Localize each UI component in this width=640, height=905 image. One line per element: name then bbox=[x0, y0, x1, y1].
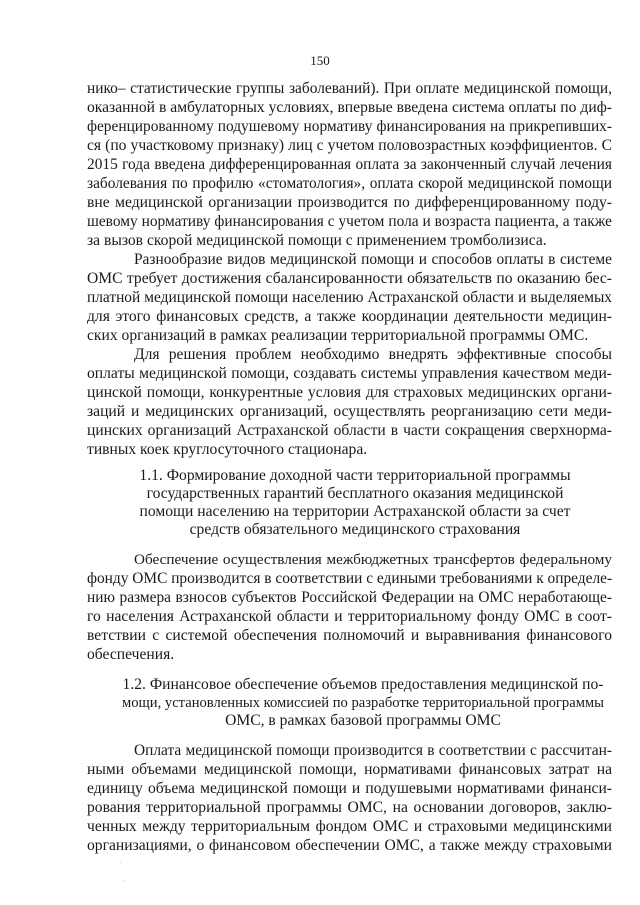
text-line: цинской помощи, конкурентные условия для страховых медицинских органи- bbox=[87, 384, 612, 401]
text-line: ОМС требует достижения сбалансированности обязательств по оказанию бес- bbox=[87, 270, 612, 287]
section-heading-1-1 bbox=[120, 467, 590, 539]
scan-speck bbox=[120, 862, 121, 863]
text-line: цинских организаций Астраханской области в части сокращения сверхнорма- bbox=[87, 422, 612, 439]
text-line: ференцированному подушевому нормативу финансирования на прикрепивших- bbox=[87, 118, 612, 135]
heading-line: государственных гарантий бесплатного оказания медицинской bbox=[146, 485, 564, 502]
heading-line: ОМС, в рамках базовой программы ОМС bbox=[225, 712, 501, 729]
page-number: 150 bbox=[310, 53, 330, 68]
scan-speck bbox=[124, 880, 125, 881]
text-line: вне медицинской организации производится по дифференцированному поду- bbox=[87, 194, 612, 211]
text-line: оплаты медицинской помощи, создавать системы управления качеством меди- bbox=[87, 365, 612, 382]
text-line: го населения Астраханской области и территориальному фонду ОМС в соот- bbox=[87, 608, 612, 625]
text-line: Для решения проблем необходимо внедрять эффективные способы bbox=[134, 346, 612, 363]
text-line: шевому нормативу финансирования с учетом пола и возраста пациента, а также bbox=[87, 213, 612, 230]
text-line: ских организаций в рамках реализации территориальной программы ОМС. bbox=[87, 327, 589, 344]
paragraph-diversity bbox=[87, 250, 612, 345]
heading-line: средств обязательного медицинского страхования bbox=[189, 521, 521, 538]
text-line: Разнообразие видов медицинской помощи и способов оплаты в системе bbox=[134, 251, 612, 268]
text-line: нию размера взносов субъектов Российской Федерации на ОМС неработающе- bbox=[87, 589, 612, 606]
text-line: ся (по участковому признаку) лиц с учетом половозрастных коэффициентов. С bbox=[87, 137, 612, 154]
paragraph-payment bbox=[87, 741, 612, 855]
text-line: заболевания по профилю «стоматология», оплата скорой медицинской помощи bbox=[87, 175, 612, 192]
text-line: заций и медицинских организаций, осуществлять реорганизацию сети меди- bbox=[87, 403, 612, 420]
text-line: тивных коек круглосуточного стационара. bbox=[87, 441, 368, 458]
text-line: рования территориальной программы ОМС, на основании договоров, заклю- bbox=[87, 799, 612, 816]
paragraph-solutions bbox=[87, 345, 612, 459]
heading-line: 1.2. Финансовое обеспечение объемов предоставления медицинской по- bbox=[122, 676, 604, 693]
text-line: платной медицинской помощи населению Астраханской области и выделяемых bbox=[87, 289, 612, 306]
text-line: Обеспечение осуществления межбюджетных трансфертов федеральному bbox=[134, 551, 612, 568]
paragraph-transfers bbox=[87, 550, 612, 664]
text-line: за вызов скорой медицинской помощи с применением тромболизиса. bbox=[87, 232, 547, 249]
text-line: Оплата медицинской помощи производится в соответствии с рассчитан- bbox=[134, 742, 612, 759]
text-line: для этого финансовых средств, а также координации деятельности медицин- bbox=[87, 308, 612, 325]
text-line: нико– статистические группы заболеваний). При оплате медицинской помощи, bbox=[87, 80, 612, 97]
heading-line: мощи, установленных комиссией по разработке территориальной программы bbox=[122, 695, 604, 711]
text-line: ченных между территориальным фондом ОМС и страховыми медицинскими bbox=[87, 818, 612, 835]
section-heading-1-2 bbox=[120, 676, 606, 730]
text-line: 2015 года введена дифференцированная оплата за законченный случай лечения bbox=[87, 156, 612, 173]
heading-line: 1.1. Формирование доходной части территориальной программы bbox=[139, 467, 571, 484]
text-line: организациями, о финансовом обеспечении ОМС, а также между страховыми bbox=[87, 837, 612, 854]
text-line: фонду ОМС производится в соответствии с едиными требованиями к определе- bbox=[87, 570, 613, 587]
text-line: обеспечения. bbox=[87, 646, 175, 663]
text-line: оказанной в амбулаторных условиях, впервые введена система оплаты по диф- bbox=[87, 99, 612, 116]
heading-line: помощи населению на территории Астраханской области за счет bbox=[139, 503, 571, 520]
paragraph-continuation bbox=[87, 79, 612, 250]
text-line: единицу объема медицинской помощи и подушевыми нормативами финанси- bbox=[87, 780, 612, 797]
text-line: ными объемами медицинской помощи, нормативами финансовых затрат на bbox=[87, 761, 612, 778]
text-line: ветствии с системой обеспечения полномочий и выравнивания финансового bbox=[87, 627, 612, 644]
